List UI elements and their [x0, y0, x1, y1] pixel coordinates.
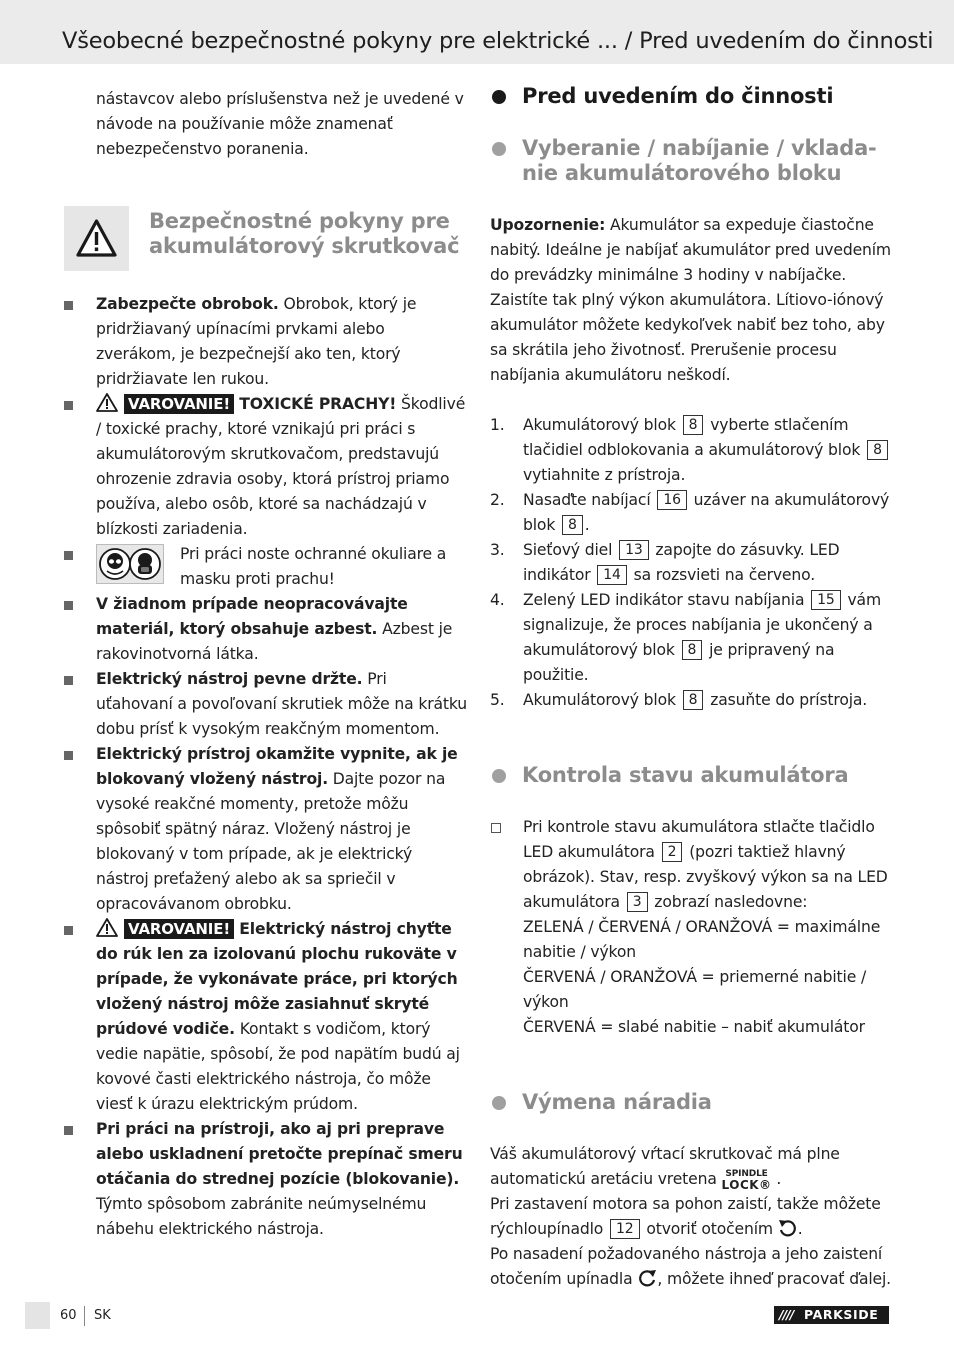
goggles-and-mask-icon — [96, 544, 164, 584]
bullet-dot-icon — [492, 769, 506, 783]
list-item: Pri práci noste ochranné okuliare a masku proti prachu! — [62, 542, 467, 592]
bullet-square-icon — [64, 601, 73, 610]
safety-section-heading — [62, 206, 467, 272]
bullet-dot-icon — [492, 1096, 506, 1110]
part-reference: 8 — [682, 640, 703, 660]
warning-triangle-icon — [96, 393, 118, 412]
list-item: V žiadnom prípade neopracovávajte materiál, ktorý obsahuje azbest. Azbest je rakovinotvorná látka. — [62, 592, 467, 667]
footer-divider — [84, 1306, 85, 1326]
list-item: VAROVANIE! Elektrický nástroj chyťte do rúk len za izolovanú plochu rukoväte v prípade, že vykonávate práce, pri ktorých vložený nástroj môže zasiahnuť skryté prúdové vodiče. Kontakt s vodičom, ktorý vedie napätie, spôsobí, že pod napätím budú aj kovové časti elektrického nástroja, čo môže viesť k úrazu elektrickým prúdom. — [62, 917, 467, 1117]
part-reference: 2 — [662, 842, 683, 862]
bullet-square-icon — [64, 1126, 73, 1135]
note-paragraph: Upozornenie: Akumulátor sa expeduje čiastočne nabitý. Ideálne je nabíjať akumulátor pred uvedením do prevádzky minimálne 3 hodiny v nabíjačke. Zaistíte tak plný výkon akumulátora. Lítiovo-iónový akumulátor môžete kedykoľvek nabiť bez toho, aby sa skrátila jeho životnosť. Prerušenie procesu nabíjania akumulátoru neškodí. — [490, 216, 891, 384]
left-column — [62, 87, 467, 1242]
intro-paragraph: nástavcov alebo príslušenstva než je uvedené v návode na používanie môže znamenať nebezpečenstvo poranenia. — [96, 90, 464, 158]
part-reference: 12 — [610, 1219, 640, 1239]
warning-label: VAROVANIE! — [124, 394, 234, 414]
bullet-dot-icon — [492, 142, 506, 156]
warning-label: VAROVANIE! — [124, 919, 234, 939]
battery-status-title: Kontrola stavu akumulátora — [490, 763, 895, 788]
charging-steps — [490, 413, 895, 713]
bullet-square-icon — [64, 676, 73, 685]
list-item: 3. Sieťový diel 13 zapojte do zásuvky. LED indikátor 14 sa rozsvieti na červeno. — [490, 541, 840, 584]
list-item: 2. Nasaďte nabíjací 16 uzáver na akumulátorový blok 8 . — [490, 491, 890, 534]
list-item: 1. Akumulátorový blok 8 vyberte stlačením tlačidiel odblokovania a akumulátorový blok 8 vytiahnite z prístroja. — [490, 413, 895, 488]
bullet-square-icon — [64, 751, 73, 760]
bullet-square-icon — [64, 401, 73, 410]
warning-icon-box — [64, 206, 129, 271]
main-section-title: Pred uvedením do činnosti — [490, 84, 895, 109]
right-column — [490, 84, 895, 1292]
language-code: SK — [94, 1308, 111, 1323]
part-reference: 15 — [811, 590, 841, 610]
part-reference: 3 — [627, 892, 648, 912]
part-reference: 8 — [683, 690, 704, 710]
list-item: Pri práci na prístroji, ako aj pri preprave alebo uskladnení pretočte prepínač smeru otáčania do strednej pozície (blokovanie). Týmto spôsobom zabránite neúmyselnému nábehu elektrického nástroja. — [62, 1117, 467, 1242]
bullet-dot-icon — [492, 90, 506, 104]
part-reference: 14 — [597, 565, 627, 585]
brand-logo: //// PARKSIDE — [774, 1306, 889, 1324]
page-header — [0, 0, 954, 64]
rotate-clockwise-icon — [778, 1219, 798, 1237]
battery-check-item: Pri kontrole stavu akumulátora stlačte tlačidlo LED akumulátora 2 (pozri taktiež hlavný obrázok). Stav, resp. zvyškový výkon sa na LED akumulátora 3 zobrazí nasledovne: ZELENÁ / ČERVENÁ / ORANŽOVÁ = maximálne nabitie / výkon ČERVENÁ / ORANŽOVÁ = priemerné nabitie / výkon ČERVENÁ = slabé nabitie – nabiť akumulátor — [490, 815, 895, 1040]
bullet-square-icon — [64, 926, 73, 935]
rotate-counterclockwise-icon — [637, 1269, 657, 1287]
warning-triangle-icon — [96, 918, 118, 937]
list-item: 5. Akumulátorový blok 8 zasuňte do prístroja. — [490, 691, 868, 709]
footer-box — [25, 1302, 50, 1329]
part-reference: 8 — [867, 440, 888, 460]
page-title: Všeobecné bezpečnostné pokyny pre elektrické ... / Pred uvedením do činnosti — [62, 28, 934, 54]
tool-change-paragraph: Váš akumulátorový vŕtací skrutkovač má plne automatickú aretáciu vretena SPINDLE LOCK® . Pri zastavení motora sa pohon zaistí, takže môžete rýchloupínadlo 12 otvoriť otočením . Po nasadení požadovaného nástroja a jeho zaistení otočením upínadla , môžete ihneď pracovať ďalej. — [490, 1145, 891, 1288]
spindle-lock-icon: SPINDLE LOCK® — [721, 1169, 772, 1192]
part-reference: 8 — [562, 515, 583, 535]
list-item: Zabezpečte obrobok. Obrobok, ktorý je pridržiavaný upínacími prvkami alebo zverákom, je bezpečnejší ako ten, ktorý pridržiavate len rukou. — [62, 292, 467, 392]
part-reference: 16 — [657, 490, 687, 510]
page-number: 60 — [60, 1308, 77, 1323]
part-reference: 13 — [619, 540, 649, 560]
battery-section-title: Vyberanie / nabíjanie / vklada- nie akumulátorového bloku — [490, 136, 895, 186]
safety-list — [62, 292, 467, 1242]
list-item: Elektrický prístroj okamžite vypnite, ak je blokovaný vložený nástroj. Dajte pozor na vysoké reakčné momenty, pretože môžu spôsobiť spätný náraz. Vložený nástroj je blokovaný v tom prípade, ak je elektrický nástroj preťažený alebo ak sa spriečil v opracovávanom obrobku. — [62, 742, 467, 917]
safety-section-title: Bezpečnostné pokyny pre akumulátorový skrutkovač — [149, 209, 460, 258]
warning-triangle-icon — [76, 219, 117, 257]
list-item: 4. Zelený LED indikátor stavu nabíjania 15 vám signalizuje, že proces nabíjania je ukončený a akumulátorový blok 8 je pripravený na použitie. — [490, 591, 882, 684]
bullet-square-icon — [64, 551, 73, 560]
list-item: Elektrický nástroj pevne držte. Pri uťahovaní a povoľovaní skrutiek môže na krátku dobu prísť k vysokým reakčným momentom. — [62, 667, 467, 742]
checkbox-square-icon — [491, 823, 501, 833]
bullet-square-icon — [64, 301, 73, 310]
tool-change-title: Výmena náradia — [490, 1090, 895, 1115]
part-reference: 8 — [683, 415, 704, 435]
list-item: VAROVANIE! TOXICKÉ PRACHY! Škodlivé / toxické prachy, ktoré vznikajú pri práci s akumulátorovým skrutkovačom, predstavujú ohrozenie zdravia osoby, ktorá prístroj priamo používa, alebo osôb, ktoré sa nachádzajú v blízkosti zariadenia. — [62, 392, 467, 542]
